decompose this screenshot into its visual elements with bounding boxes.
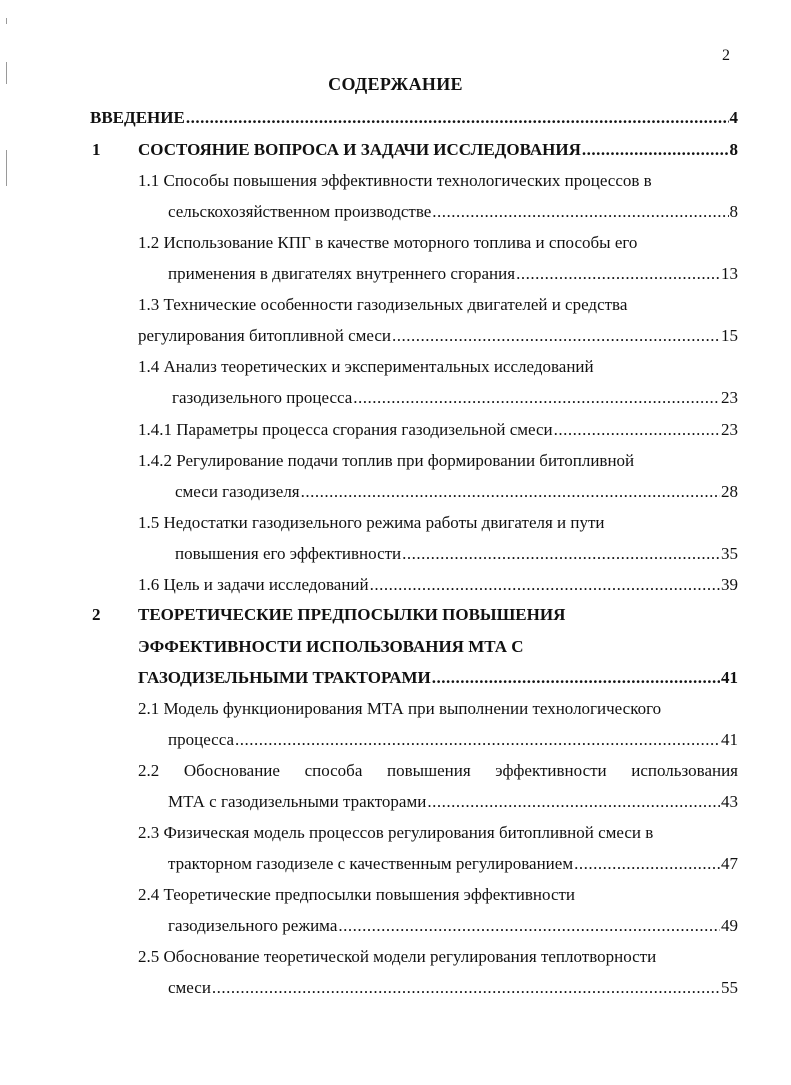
leader-dots	[338, 914, 720, 938]
toc-entry-text: регулирования битопливной смеси	[138, 326, 391, 345]
toc-page-ref: 43	[721, 792, 738, 811]
toc-entry-1-4-2-line1[interactable]	[138, 449, 738, 473]
leader-dots	[432, 666, 720, 690]
toc-page-ref: 23	[721, 388, 738, 407]
toc-entry-text: ВВЕДЕНИЕ	[90, 108, 185, 127]
toc-entry-2-1-line2[interactable]	[168, 728, 738, 752]
toc-page-ref: 8	[729, 202, 738, 221]
toc-entry-text: 1.1 Способы повышения эффективности технологических процессов в	[138, 171, 652, 190]
toc-entry-text: тракторном газодизеле с качественным регулированием	[168, 854, 574, 873]
toc-title: СОДЕРЖАНИЕ	[328, 74, 463, 94]
toc-entry-2-2-line2[interactable]	[168, 790, 738, 814]
toc-page-ref: 47	[721, 854, 738, 873]
toc-entry-1-4-line1[interactable]	[138, 355, 738, 379]
scan-artifact	[6, 150, 7, 186]
toc-entry-2-2-line1[interactable]	[138, 759, 738, 783]
toc-entry-text: 2.2 Обоснование способа повышения эффективности использования	[138, 761, 738, 780]
toc-entry-text: 1.2 Использование КПГ в качестве моторного топлива и способы его	[138, 233, 638, 252]
toc-entry-1-1-line2[interactable]	[168, 200, 738, 224]
leader-dots	[212, 976, 720, 1000]
toc-entry-2-4-line2[interactable]	[168, 914, 738, 938]
leader-dots	[402, 542, 720, 566]
toc-entry-chapter-2-line1[interactable]	[92, 603, 738, 627]
toc-entry-text: 1.5 Недостатки газодизельного режима работы двигателя и пути	[138, 513, 605, 532]
toc-entry-text: 1.3 Технические особенности газодизельных двигателей и средства	[138, 295, 628, 314]
toc-entry-text: 1.4.2 Регулирование подачи топлив при формировании битопливной	[138, 451, 635, 470]
toc-entry-1-4-line2[interactable]	[172, 386, 738, 410]
toc-entry-1-5-line1[interactable]	[138, 511, 738, 535]
toc-entry-2-1-line1[interactable]	[138, 697, 738, 721]
leader-dots	[582, 138, 729, 162]
toc-entry-intro[interactable]	[90, 106, 738, 130]
toc-entry-chapter-2-line2[interactable]	[138, 635, 738, 659]
toc-entry-text: смеси газодизеля	[175, 482, 300, 501]
toc-page-ref: 41	[721, 730, 738, 749]
toc-entry-text: сельскохозяйственном производстве	[168, 202, 432, 221]
toc-entry-2-3-line2[interactable]	[168, 852, 738, 876]
toc-entry-1-3-line1[interactable]	[138, 293, 738, 317]
leader-dots	[301, 480, 720, 504]
page-number: 2	[722, 47, 730, 64]
toc-page-ref: 28	[721, 482, 738, 501]
toc-entry-text: 1.6 Цель и задачи исследований	[138, 575, 369, 594]
toc-entry-text: ЭФФЕКТИВНОСТИ ИСПОЛЬЗОВАНИЯ МТА С	[138, 637, 524, 656]
toc-entry-chapter-1[interactable]	[92, 138, 738, 162]
scan-artifact	[6, 18, 7, 24]
leader-dots	[427, 790, 720, 814]
toc-entry-text: процесса	[168, 730, 235, 749]
toc-entry-text: 2.1 Модель функционирования МТА при выполнении технологического	[138, 699, 662, 718]
toc-entry-text: 1.4 Анализ теоретических и экспериментальных исследований	[138, 357, 594, 376]
leader-dots	[353, 386, 720, 410]
toc-entry-1-3-line2[interactable]	[138, 324, 738, 348]
toc-entry-1-6[interactable]	[138, 573, 738, 597]
toc-entry-2-4-line1[interactable]	[138, 883, 738, 907]
toc-entry-text: СОСТОЯНИЕ ВОПРОСА И ЗАДАЧИ ИССЛЕДОВАНИЯ	[138, 140, 581, 159]
leader-dots	[554, 418, 720, 442]
leader-dots	[432, 200, 728, 224]
toc-entry-chapter-2-line3[interactable]	[138, 666, 738, 690]
toc-entry-1-4-2-line2[interactable]	[175, 480, 738, 504]
toc-page-ref: 23	[721, 420, 738, 439]
toc-entry-text: 2.3 Физическая модель процессов регулирования битопливной смеси в	[138, 823, 654, 842]
toc-entry-1-2-line1[interactable]	[138, 231, 738, 255]
toc-entry-text: 2.4 Теоретические предпосылки повышения эффективности	[138, 885, 576, 904]
toc-page-ref: 15	[721, 326, 738, 345]
toc-entry-text: применения в двигателях внутреннего сгорания	[168, 264, 516, 283]
toc-entry-1-2-line2[interactable]	[168, 262, 738, 286]
toc-entry-text: ГАЗОДИЗЕЛЬНЫМИ ТРАКТОРАМИ	[138, 668, 431, 687]
toc-entry-1-4-1[interactable]	[138, 418, 738, 442]
leader-dots	[370, 573, 720, 597]
toc-entry-text: смеси	[168, 978, 211, 997]
toc-entry-text: 1.4.1 Параметры процесса сгорания газодизельной смеси	[138, 420, 553, 439]
toc-page-ref: 35	[721, 544, 738, 563]
toc-page-ref: 8	[729, 140, 738, 159]
chapter-number: 2	[92, 605, 101, 624]
chapter-number: 1	[92, 140, 101, 159]
toc-entry-2-5-line1[interactable]	[138, 945, 738, 969]
leader-dots	[392, 324, 720, 348]
toc-entry-text: газодизельного режима	[168, 916, 338, 935]
toc-entry-2-3-line1[interactable]	[138, 821, 738, 845]
toc-entry-text: 2.5 Обоснование теоретической модели регулирования теплотворности	[138, 947, 657, 966]
toc-page-ref: 49	[721, 916, 738, 935]
leader-dots	[186, 106, 729, 130]
toc-entry-text: повышения его эффективности	[175, 544, 402, 563]
leader-dots	[516, 262, 720, 286]
toc-page-ref: 55	[721, 978, 738, 997]
leader-dots	[235, 728, 720, 752]
toc-entry-1-5-line2[interactable]	[175, 542, 738, 566]
toc-entry-text: МТА с газодизельными тракторами	[168, 792, 427, 811]
toc-entry-text: ТЕОРЕТИЧЕСКИЕ ПРЕДПОСЫЛКИ ПОВЫШЕНИЯ	[138, 605, 566, 624]
toc-page-ref: 41	[721, 668, 738, 687]
toc-page-ref: 4	[729, 108, 738, 127]
toc-page-ref: 13	[721, 264, 738, 283]
leader-dots	[574, 852, 720, 876]
toc-entry-1-1-line1[interactable]	[138, 169, 738, 193]
toc-page-ref: 39	[721, 575, 738, 594]
toc-entry-text: газодизельного процесса	[172, 388, 353, 407]
toc-entry-2-5-line2[interactable]	[168, 976, 738, 1000]
